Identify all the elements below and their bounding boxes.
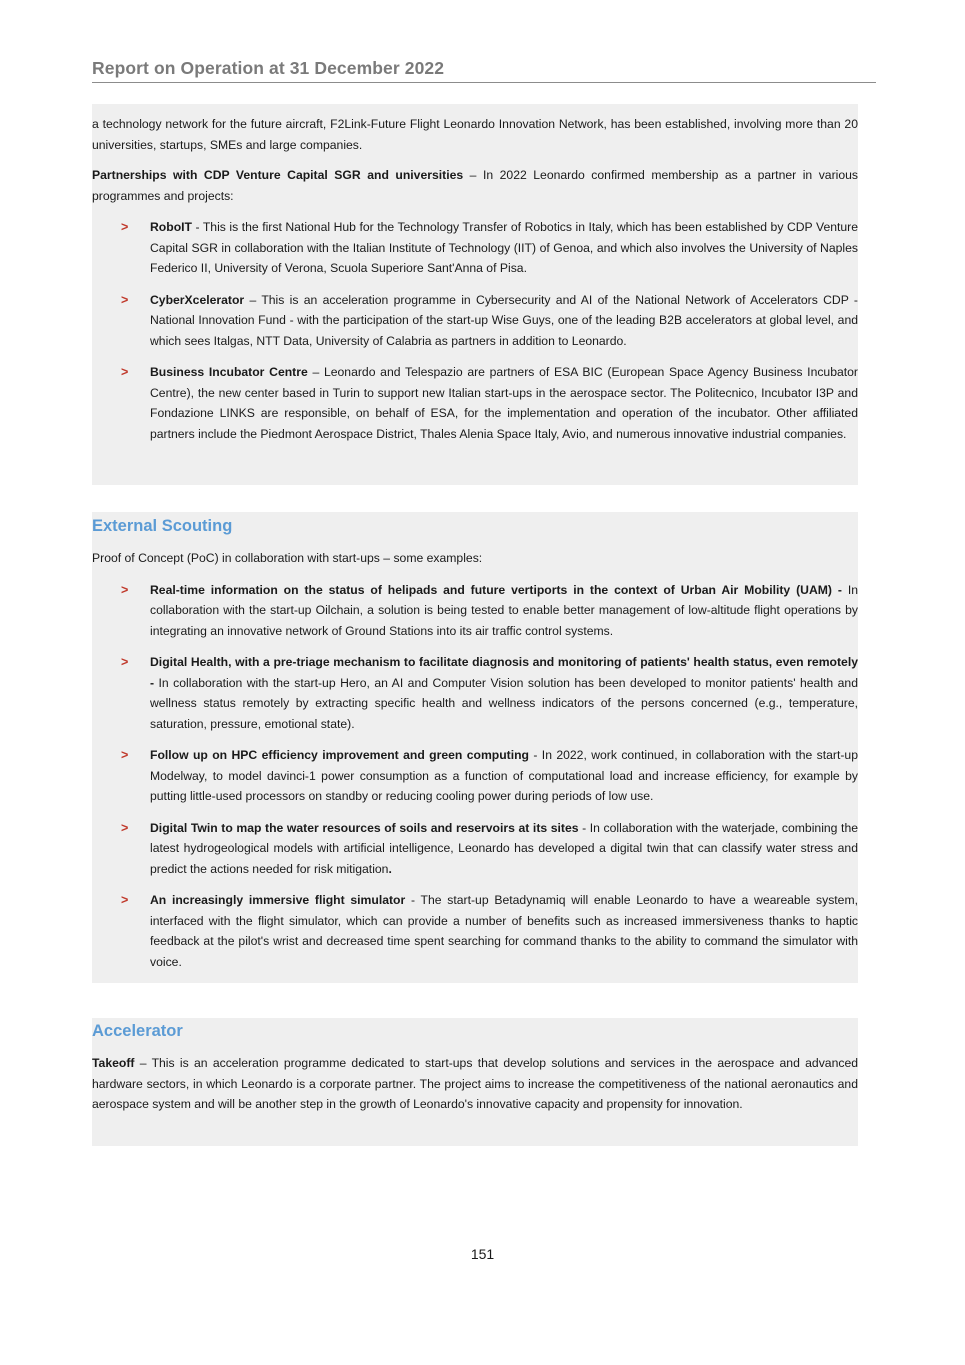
- item-heading: Business Incubator Centre: [150, 365, 308, 379]
- accelerator-heading: Takeoff: [92, 1056, 135, 1070]
- item-heading: Digital Twin to map the water resources of soils and reservoirs at its sites: [150, 820, 579, 835]
- chevron-right-icon: >: [121, 365, 129, 379]
- external-scouting-list: [92, 580, 858, 973]
- item-heading: Digital Health, with a pre-triage mechanism to facilitate diagnosis and monitoring of patients' health status, even remotely -: [150, 655, 858, 690]
- partnerships-heading: Partnerships with CDP Venture Capital SGR and universities: [92, 168, 464, 182]
- item-text: - In 2022, work continued, in collaboration with the start-up Modelway, to model davinci-1 power consumption as a function of computational load and increase efficiency, for example by putting little-used processors on standby or reducing cooling power during periods of low use.: [150, 748, 858, 803]
- partnerships-panel: [92, 104, 858, 485]
- item-text: In collaboration with the start-up Oilchain, a solution is being tested to enable better management of low-altitude flight operations by integrating an innovative network of Ground Stations into its air traffic control systems.: [150, 582, 858, 638]
- list-item-digital-twin: [92, 818, 858, 880]
- page-header: [92, 58, 876, 83]
- chevron-right-icon: >: [121, 893, 129, 907]
- item-text: - This is the first National Hub for the Technology Transfer of Robotics in Italy, which has been established by CDP Venture Capital SGR in collaboration with the Italian Institute of Technology (IIT) of Genoa, and which also involves the University of Naples Federico II, University of Verona, Scuola Superiore Sant'Anna of Pisa.: [150, 220, 858, 275]
- intro-continuation: a technology network for the future aircraft, F2Link-Future Flight Leonardo Innovation Network, has been established, involving more than 20 universities, startups, SMEs and large companies.: [92, 117, 858, 152]
- item-tail: .: [388, 861, 392, 876]
- chevron-right-icon: >: [121, 820, 129, 835]
- accelerator-panel: [92, 1018, 858, 1146]
- list-item-cyberxcelerator: [92, 290, 858, 352]
- report-title: Report on Operation at 31 December 2022: [92, 58, 445, 78]
- accelerator-text: – This is an acceleration programme dedicated to start-ups that develop solutions and services in the aerospace and advanced hardware sectors, in which Leonardo is a corporate partner. The project aims to increase the competitiveness of the national aeronautics and aerospace system and will be another step in the growth of Leonardo's innovative capacity and propensity for innovation.: [92, 1056, 858, 1111]
- item-text: - The start-up Betadynamiq will enable Leonardo to have a weareable system, interfaced with the flight simulator, which can provide a number of benefits such as increased immersiveness thanks to haptic feedback at the pilot's wrist and decreased time spent searching for command thanks to the ability to command the simulator with voice.: [150, 893, 858, 969]
- list-item-business-incubator: [92, 362, 858, 444]
- item-heading: An increasingly immersive flight simulator: [150, 893, 406, 907]
- section-title-accelerator: Accelerator: [92, 1022, 183, 1040]
- list-item-hpc: [92, 745, 858, 807]
- external-scouting-panel: [92, 512, 858, 983]
- chevron-right-icon: >: [121, 748, 129, 762]
- external-scouting-lead: Proof of Concept (PoC) in collaboration with start-ups – some examples:: [92, 551, 483, 565]
- list-item-uam: [92, 580, 858, 642]
- item-heading: RoboIT: [150, 220, 192, 234]
- partnerships-paragraph: [92, 165, 858, 206]
- list-item-digital-health: [92, 652, 858, 734]
- item-text: – Leonardo and Telespazio are partners of ESA BIC (European Space Agency Business Incubator Centre), the new center based in Turin to support new Italian start-ups in the aerospace sector. The Politecnico, Incubator I3P and Fondazione LINKS are responsible, on behalf of ESA, for the implementation and operation of the incubator. Other affiliated partners include the Piedmont Aerospace District, Thales Alenia Space Italy, Avio, and numerous innovative industrial companies.: [150, 365, 858, 441]
- item-heading: CyberXcelerator: [150, 292, 245, 307]
- section-title-external-scouting: External Scouting: [92, 517, 233, 535]
- item-text: – This is an acceleration programme in Cybersecurity and AI of the National Network of Accelerators CDP - National Innovation Fund - with the participation of the start-up Wise Guys, one of the leading B2B accelerators at global level, and which sees Italgas, NTT Data, University of Calabria as partners in addition to Leonardo.: [150, 292, 858, 348]
- chevron-right-icon: >: [121, 220, 129, 234]
- partnerships-list: [92, 217, 858, 444]
- chevron-right-icon: >: [121, 655, 129, 669]
- partnerships-text: – In 2022 Leonardo confirmed membership as a partner in various programmes and projects:: [92, 168, 858, 203]
- accelerator-paragraph: [92, 1053, 858, 1115]
- list-item-roboit: [92, 217, 858, 279]
- item-text: - In collaboration with the waterjade, combining the latest hydrogeological models with artificial intelligence, Leonardo has developed a digital twin that can classify water stress and predict the actions needed for risk mitigation: [150, 820, 858, 876]
- page-number: 151: [470, 1246, 495, 1262]
- item-heading: Follow up on HPC efficiency improvement and green computing: [150, 748, 529, 762]
- list-item-flight-simulator: [92, 890, 858, 972]
- item-heading: Real-time information on the status of helipads and future vertiports in the context of Urban Air Mobility (UAM) -: [150, 582, 842, 597]
- item-text: In collaboration with the start-up Hero, an AI and Computer Vision solution has been developed to monitor patients' health and wellness status remotely by extracting specific health and wellness indicators of the persons concerned (e.g., temperature, saturation, pressure, emotional state).: [150, 675, 858, 731]
- chevron-right-icon: >: [121, 582, 129, 597]
- chevron-right-icon: >: [121, 292, 129, 307]
